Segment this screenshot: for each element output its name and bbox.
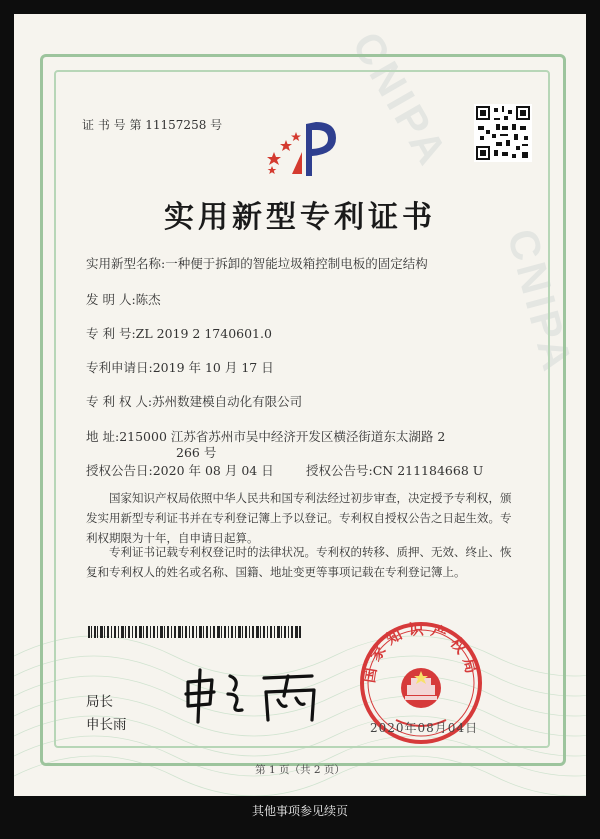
field-patentee: [86, 392, 302, 410]
field-label: 授权公告日:: [86, 463, 153, 478]
seal-date: 2020年08月04日: [370, 721, 479, 735]
director-name: 申长雨: [86, 717, 127, 733]
field-value: 2019 年 10 月 17 日: [152, 360, 274, 375]
field-label: 专利申请日:: [86, 360, 153, 375]
certificate-sheet: [14, 14, 586, 796]
legal-status-paragraph: 专利证书记载专利权登记时的法律状况。专利权的转移、质押、无效、终止、恢复和专利权人的姓名或名称、国籍、地址变更等事项记载在专利登记簿上。: [86, 545, 512, 579]
barcode-icon: [88, 626, 302, 638]
field-label: 发 明 人:: [86, 292, 136, 307]
field-grant-date: [86, 461, 274, 479]
field-address-continued: 266 号: [176, 445, 217, 460]
field-label: 授权公告号:: [306, 463, 373, 478]
grant-statement-paragraph: 国家知识产权局依照中华人民共和国专利法经过初步审查，决定授予专利权，颁发实用新型专利证书并在专利登记簿上予以登记。专利权自授权公告之日起生效。专利权期限为十年，自申请日起算。: [86, 491, 512, 545]
field-utility-model-name: [86, 254, 428, 272]
field-address: [86, 427, 445, 445]
field-value: CN 211184668 U: [372, 463, 484, 478]
field-grant-number: [306, 461, 483, 479]
field-value: 陈杰: [135, 292, 161, 307]
field-label: 专 利 权 人:: [86, 394, 153, 409]
field-label: 专 利 号:: [86, 326, 136, 341]
field-label: 地 址:: [86, 429, 120, 444]
field-patent-number: [86, 324, 272, 342]
field-value: ZL 2019 2 1740601.0: [135, 326, 272, 341]
field-value: 215000 江苏省苏州市吴中经济开发区横泾街道东太湖路 2: [119, 429, 446, 444]
watermark-text: CNIPA: [498, 224, 583, 379]
field-label: 实用新型名称:: [86, 256, 166, 271]
field-application-date: [86, 358, 274, 376]
field-value: 2020 年 08 月 04 日: [152, 463, 274, 478]
field-value: 苏州数建模自动化有限公司: [152, 394, 303, 409]
seal-text: 国家知识产权局: [360, 620, 482, 685]
qr-code-icon: [474, 104, 532, 162]
certificate-title: 实用新型专利证书: [164, 200, 436, 235]
watermark-text: CNIPA: [343, 24, 458, 176]
certificate-number: 证 书 号 第 11157258 号: [82, 118, 223, 132]
cnipa-logo-icon: [262, 114, 350, 182]
director-signature: [178, 664, 328, 724]
footer-note: 其他事项参见续页: [251, 804, 348, 818]
field-inventor: [86, 290, 161, 308]
director-title: 局长: [86, 694, 113, 710]
page-indicator: 第 1 页（共 2 页）: [255, 764, 345, 776]
field-value: 一种便于拆卸的智能垃圾箱控制电板的固定结构: [165, 256, 428, 271]
